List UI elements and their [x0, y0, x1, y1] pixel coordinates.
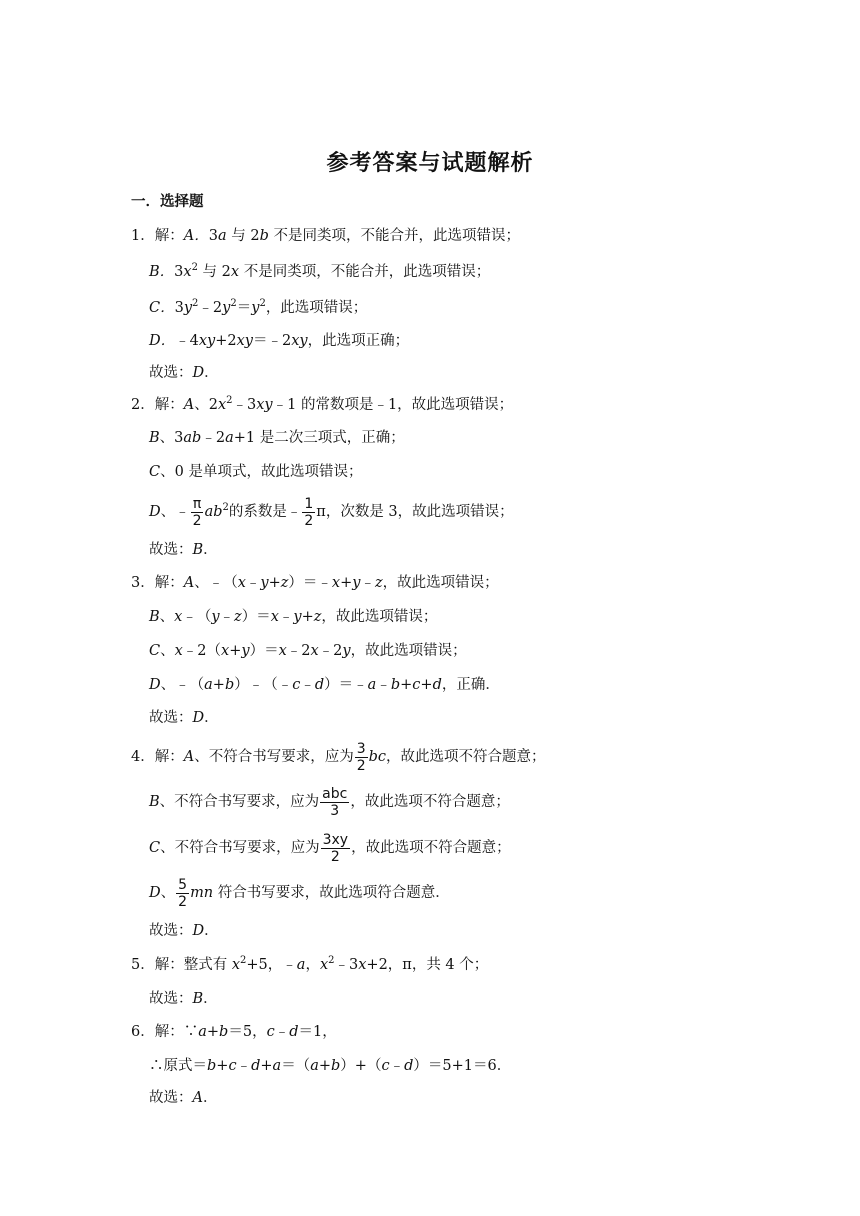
q4-line-d: D、 $\frac{5}{2}$ mn 符合书写要求，故此选项符合题意．	[149, 876, 450, 910]
q1-line-c: C．$3y^2﹣2y^2=y^2$，此选项错误；	[149, 298, 368, 316]
fraction-5-over-2: $\frac{5}{2}$	[178, 876, 188, 910]
q4-line-b: B、不符合书写要求，应为 $\frac{\text{abc}}{3}$ ，故此选项不符合题意；	[149, 785, 510, 819]
q4-line-c: C、不符合书写要求，应为 $\frac{3xy}{2}$ ，故此选项不符合题意；	[149, 831, 511, 865]
q6-answer: 故选：A．	[149, 1090, 218, 1106]
fraction-pi-over-2: $\frac{\pi}{2}$	[192, 495, 202, 529]
q6-line-1: 6．解：∵a+b＝5，c﹣d＝1，	[131, 1024, 337, 1040]
q3-line-a: 3．解：A、﹣（x﹣y+z）＝﹣x+y﹣z，故此选项错误；	[131, 575, 499, 591]
q5-line: 5．解：整式有 $x^2+5$，﹣a，$x^2﹣3x+2$，π，共 4 个；	[131, 955, 489, 973]
q3-line-c: C、x﹣2（x+y）＝x﹣2x﹣2y，故此选项错误；	[149, 643, 467, 659]
fraction-abc-over-3: $\frac{\text{abc}}{3}$	[322, 785, 348, 819]
fraction-3xy-over-2: $\frac{3xy}{2}$	[322, 831, 349, 865]
section-heading: 一．选择题	[131, 194, 204, 210]
q5-answer: 故选：B．	[149, 991, 218, 1007]
q4-answer: 故选：D．	[149, 923, 219, 939]
q3-answer: 故选：D．	[149, 710, 219, 726]
q6-line-2: ∴原式＝b+c﹣d+a＝（a+b）+（c﹣d）＝5+1＝6．	[149, 1058, 512, 1074]
q2-line-a: 2．解：A、$2x^2﹣3xy﹣1$ 的常数项是﹣1，故此选项错误；	[131, 395, 514, 413]
fraction-3-over-2: $\frac{3}{2}$	[356, 740, 366, 774]
q2-answer: 故选：B．	[149, 542, 218, 558]
q1-answer: 故选：D．	[149, 365, 219, 381]
page-title: 参考答案与试题解析	[326, 151, 534, 176]
fraction-1-over-2: $\frac{1}{2}$	[304, 495, 314, 529]
q3-line-b: B、x﹣（y﹣z）＝x﹣y+z，故此选项错误；	[149, 609, 438, 625]
q1-line-b: B．$3x^2$ 与 2x 不是同类项，不能合并，此选项错误；	[149, 262, 491, 280]
q3-line-d: D、﹣（a+b）﹣（﹣c﹣d）＝﹣a﹣b+c+d，正确．	[149, 677, 500, 693]
q2-line-c: C、0 是单项式，故此选项错误；	[149, 464, 363, 480]
q1-line-a: 1．解：A．3a 与 2b 不是同类项，不能合并，此选项错误；	[131, 228, 520, 244]
q2-line-b: B、3ab﹣2a+1 是二次三项式，正确；	[149, 430, 405, 446]
q2-line-d: D、﹣ $\frac{\pi}{2}$ $ab^2$的系数是﹣ $\frac{1}{2}$ π，次数是 3，故此选项错误；	[149, 495, 514, 529]
q1-line-d: D．﹣4xy+2xy＝﹣2xy，此选项正确；	[149, 333, 410, 349]
q4-line-a: 4．解：A、不符合书写要求，应为 $\frac{3}{2}$ bc，故此选项不符合题意；	[131, 740, 546, 774]
